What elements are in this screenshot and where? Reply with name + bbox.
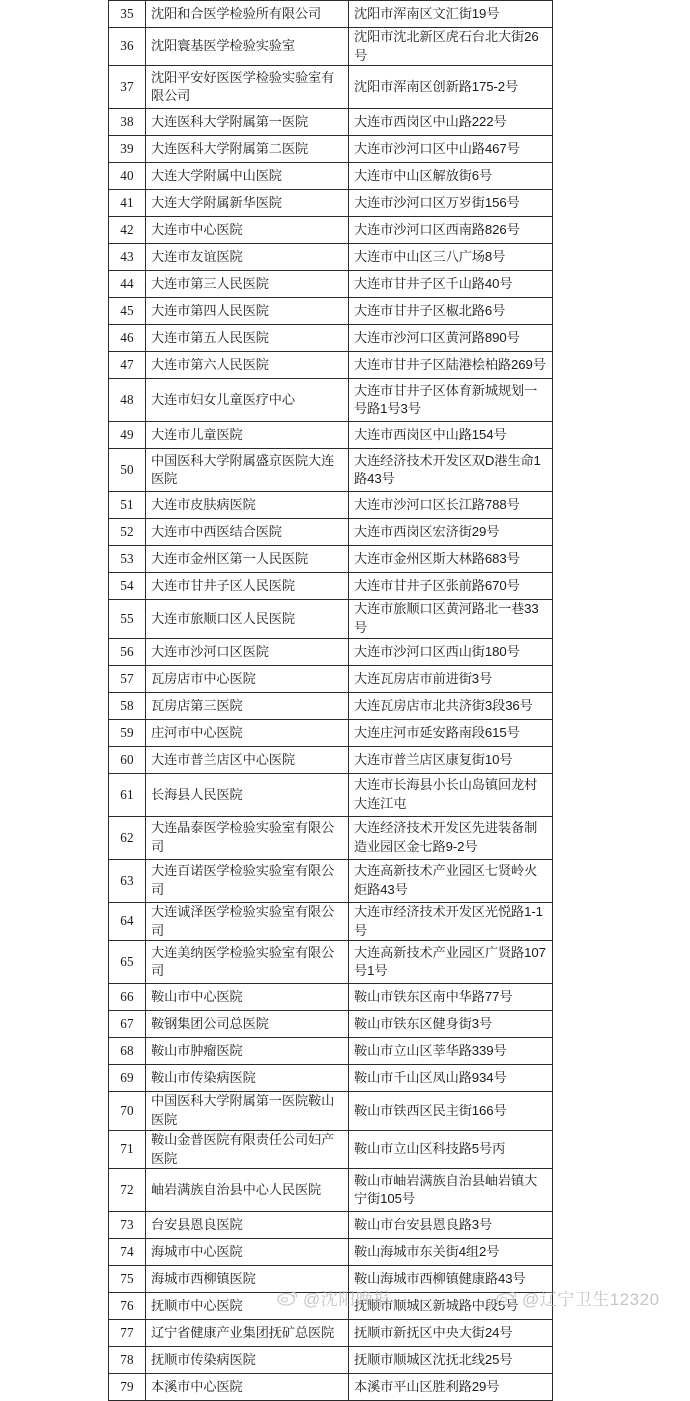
row-index-cell: 39 xyxy=(109,136,146,163)
row-index-cell: 38 xyxy=(109,109,146,136)
row-index-cell: 77 xyxy=(109,1320,146,1347)
institution-address-cell: 鞍山市千山区凤山路934号 xyxy=(349,1065,553,1092)
institution-address-cell: 大连庄河市延安路南段615号 xyxy=(349,719,553,746)
table-row xyxy=(109,638,553,665)
institution-name-cell: 大连诚泽医学检验实验室有限公司 xyxy=(146,902,349,940)
table-row xyxy=(109,1065,553,1092)
institution-name-cell: 辽宁省健康产业集团抚矿总医院 xyxy=(146,1320,349,1347)
institution-name-cell: 大连医科大学附属第一医院 xyxy=(146,109,349,136)
table-row xyxy=(109,573,553,600)
table-row xyxy=(109,546,553,573)
institution-address-cell: 大连市中山区解放街6号 xyxy=(349,163,553,190)
row-index-cell: 57 xyxy=(109,665,146,692)
table-row xyxy=(109,271,553,298)
institution-name-cell: 大连市第四人民医院 xyxy=(146,298,349,325)
institution-address-cell: 鞍山海城市东关街4组2号 xyxy=(349,1239,553,1266)
table-row xyxy=(109,941,553,984)
institution-name-cell: 大连市妇女儿童医疗中心 xyxy=(146,379,349,422)
table-row xyxy=(109,746,553,773)
row-index-cell: 36 xyxy=(109,28,146,66)
table-row xyxy=(109,816,553,859)
institution-name-cell: 抚顺市中心医院 xyxy=(146,1293,349,1320)
institution-name-cell: 大连大学附属中山医院 xyxy=(146,163,349,190)
row-index-cell: 78 xyxy=(109,1347,146,1374)
table-row xyxy=(109,1212,553,1239)
institution-name-cell: 大连市甘井子区人民医院 xyxy=(146,573,349,600)
table-row xyxy=(109,1374,553,1401)
institution-address-cell: 大连市沙河口区西山街180号 xyxy=(349,638,553,665)
institution-address-cell: 大连市西岗区中山路154号 xyxy=(349,422,553,449)
institution-name-cell: 大连市中心医院 xyxy=(146,217,349,244)
row-index-cell: 60 xyxy=(109,746,146,773)
institution-address-cell: 大连市沙河口区万岁街156号 xyxy=(349,190,553,217)
institution-name-cell: 瓦房店第三医院 xyxy=(146,692,349,719)
institution-name-cell: 大连市皮肤病医院 xyxy=(146,492,349,519)
institution-address-cell: 鞍山市铁东区健身街3号 xyxy=(349,1011,553,1038)
table-row xyxy=(109,600,553,638)
table-row xyxy=(109,773,553,816)
institution-address-cell: 大连经济技术开发区双D港生命1路43号 xyxy=(349,449,553,492)
institution-name-cell: 鞍山金普医院有限责任公司妇产医院 xyxy=(146,1130,349,1168)
table-body xyxy=(109,1,553,1401)
row-index-cell: 66 xyxy=(109,984,146,1011)
institution-name-cell: 中国医科大学附属盛京医院大连医院 xyxy=(146,449,349,492)
institution-name-cell: 岫岩满族自治县中心人民医院 xyxy=(146,1169,349,1212)
row-index-cell: 48 xyxy=(109,379,146,422)
institution-name-cell: 沈阳平安好医医学检验实验室有限公司 xyxy=(146,66,349,109)
institution-address-cell: 沈阳市浑南区创新路175-2号 xyxy=(349,66,553,109)
table-row xyxy=(109,1011,553,1038)
institution-address-cell: 大连经济技术开发区先进装备制造业园区金七路9-2号 xyxy=(349,816,553,859)
row-index-cell: 44 xyxy=(109,271,146,298)
watermark-right-label: @辽宁卫生12320 xyxy=(522,1290,660,1309)
institution-name-cell: 大连市友谊医院 xyxy=(146,244,349,271)
row-index-cell: 53 xyxy=(109,546,146,573)
row-index-cell: 61 xyxy=(109,773,146,816)
institution-name-cell: 大连市儿童医院 xyxy=(146,422,349,449)
table-row xyxy=(109,379,553,422)
row-index-cell: 65 xyxy=(109,941,146,984)
institution-address-cell: 大连市甘井子区椒北路6号 xyxy=(349,298,553,325)
table-row xyxy=(109,519,553,546)
table-row xyxy=(109,66,553,109)
table-row xyxy=(109,1130,553,1168)
institution-address-cell: 沈阳市浑南区文汇街19号 xyxy=(349,1,553,28)
table-row xyxy=(109,449,553,492)
institution-address-cell: 大连市沙河口区西南路826号 xyxy=(349,217,553,244)
row-index-cell: 67 xyxy=(109,1011,146,1038)
institution-name-cell: 瓦房店市中心医院 xyxy=(146,665,349,692)
table-row xyxy=(109,719,553,746)
institution-name-cell: 大连百诺医学检验实验室有限公司 xyxy=(146,859,349,902)
institution-address-cell: 鞍山市台安县恩良路3号 xyxy=(349,1212,553,1239)
institution-name-cell: 大连市金州区第一人民医院 xyxy=(146,546,349,573)
institution-address-cell: 大连瓦房店市前进街3号 xyxy=(349,665,553,692)
institution-address-cell: 大连高新技术产业园区七贤岭火炬路43号 xyxy=(349,859,553,902)
row-index-cell: 43 xyxy=(109,244,146,271)
table-row xyxy=(109,1266,553,1293)
table-row xyxy=(109,298,553,325)
institution-address-cell: 大连市金州区斯大林路683号 xyxy=(349,546,553,573)
institution-address-cell: 大连市长海县小长山岛镇回龙村大连江屯 xyxy=(349,773,553,816)
institution-name-cell: 大连大学附属新华医院 xyxy=(146,190,349,217)
row-index-cell: 62 xyxy=(109,816,146,859)
table-row xyxy=(109,1293,553,1320)
row-index-cell: 42 xyxy=(109,217,146,244)
institution-name-cell: 大连市沙河口区医院 xyxy=(146,638,349,665)
table-row xyxy=(109,902,553,940)
row-index-cell: 45 xyxy=(109,298,146,325)
table-row xyxy=(109,692,553,719)
institution-name-cell: 本溪市中心医院 xyxy=(146,1374,349,1401)
institution-address-cell: 沈阳市沈北新区虎石台北大街26号 xyxy=(349,28,553,66)
row-index-cell: 76 xyxy=(109,1293,146,1320)
institution-address-cell: 鞍山市铁东区南中华路77号 xyxy=(349,984,553,1011)
row-index-cell: 71 xyxy=(109,1130,146,1168)
institution-name-cell: 鞍钢集团公司总医院 xyxy=(146,1011,349,1038)
institution-name-cell: 抚顺市传染病医院 xyxy=(146,1347,349,1374)
institution-address-cell: 本溪市平山区胜利路29号 xyxy=(349,1374,553,1401)
institution-name-cell: 中国医科大学附属第一医院鞍山医院 xyxy=(146,1092,349,1130)
table-row xyxy=(109,109,553,136)
table-row xyxy=(109,1320,553,1347)
institution-address-cell: 大连市甘井子区张前路670号 xyxy=(349,573,553,600)
row-index-cell: 72 xyxy=(109,1169,146,1212)
row-index-cell: 46 xyxy=(109,325,146,352)
institution-address-cell: 大连市旅顺口区黄河路北一巷33号 xyxy=(349,600,553,638)
table-row xyxy=(109,1092,553,1130)
row-index-cell: 50 xyxy=(109,449,146,492)
table-row xyxy=(109,859,553,902)
row-index-cell: 52 xyxy=(109,519,146,546)
institution-address-cell: 大连市沙河口区黄河路890号 xyxy=(349,325,553,352)
institution-address-cell: 大连市甘井子区陆港桧柏路269号 xyxy=(349,352,553,379)
institution-name-cell: 大连市第三人民医院 xyxy=(146,271,349,298)
institution-name-cell: 鞍山市传染病医院 xyxy=(146,1065,349,1092)
institution-name-cell: 海城市西柳镇医院 xyxy=(146,1266,349,1293)
table-row xyxy=(109,352,553,379)
table-row xyxy=(109,1038,553,1065)
institution-address-cell: 大连瓦房店市北共济街3段36号 xyxy=(349,692,553,719)
row-index-cell: 64 xyxy=(109,902,146,940)
table-row xyxy=(109,163,553,190)
row-index-cell: 55 xyxy=(109,600,146,638)
institution-name-cell: 鞍山市肿瘤医院 xyxy=(146,1038,349,1065)
institution-address-cell: 抚顺市顺城区沈抚北线25号 xyxy=(349,1347,553,1374)
institution-name-cell: 庄河市中心医院 xyxy=(146,719,349,746)
institution-address-cell: 大连市西岗区中山路222号 xyxy=(349,109,553,136)
institution-name-cell: 海城市中心医院 xyxy=(146,1239,349,1266)
row-index-cell: 41 xyxy=(109,190,146,217)
institution-name-cell: 鞍山市中心医院 xyxy=(146,984,349,1011)
table-row xyxy=(109,190,553,217)
table-row xyxy=(109,325,553,352)
row-index-cell: 73 xyxy=(109,1212,146,1239)
row-index-cell: 51 xyxy=(109,492,146,519)
institution-address-cell: 大连市沙河口区长江路788号 xyxy=(349,492,553,519)
institution-name-cell: 大连市旅顺口区人民医院 xyxy=(146,600,349,638)
institution-name-cell: 大连医科大学附属第二医院 xyxy=(146,136,349,163)
institution-name-cell: 沈阳寰基医学检验实验室 xyxy=(146,28,349,66)
table-row xyxy=(109,984,553,1011)
row-index-cell: 54 xyxy=(109,573,146,600)
institution-name-cell: 大连市中西医结合医院 xyxy=(146,519,349,546)
institution-address-cell: 大连高新技术产业园区广贤路107号1号 xyxy=(349,941,553,984)
institution-name-cell: 大连市普兰店区中心医院 xyxy=(146,746,349,773)
row-index-cell: 49 xyxy=(109,422,146,449)
institution-address-cell: 大连市西岗区宏济街29号 xyxy=(349,519,553,546)
table-row xyxy=(109,1169,553,1212)
table-row xyxy=(109,244,553,271)
institution-address-cell: 大连市甘井子区千山路40号 xyxy=(349,271,553,298)
institution-address-cell: 大连市中山区三八广场8号 xyxy=(349,244,553,271)
institution-name-cell: 长海县人民医院 xyxy=(146,773,349,816)
institution-address-cell: 鞍山市铁西区民主街166号 xyxy=(349,1092,553,1130)
row-index-cell: 79 xyxy=(109,1374,146,1401)
table-row xyxy=(109,1,553,28)
row-index-cell: 40 xyxy=(109,163,146,190)
table-row xyxy=(109,136,553,163)
row-index-cell: 35 xyxy=(109,1,146,28)
row-index-cell: 47 xyxy=(109,352,146,379)
institution-address-cell: 鞍山市立山区科技路5号丙 xyxy=(349,1130,553,1168)
table-row xyxy=(109,1347,553,1374)
table-row xyxy=(109,217,553,244)
institution-address-cell: 大连市沙河口区中山路467号 xyxy=(349,136,553,163)
table-row xyxy=(109,422,553,449)
institution-name-cell: 大连美纳医学检验实验室有限公司 xyxy=(146,941,349,984)
institution-address-cell: 大连市甘井子区体育新城规划一号路1号3号 xyxy=(349,379,553,422)
institution-name-cell: 沈阳和合医学检验所有限公司 xyxy=(146,1,349,28)
table-row xyxy=(109,665,553,692)
institution-address-cell: 鞍山市岫岩满族自治县岫岩镇大宁街105号 xyxy=(349,1169,553,1212)
institution-address-cell: 鞍山市立山区莘华路339号 xyxy=(349,1038,553,1065)
institution-table-wrapper xyxy=(108,0,552,1401)
watermark-left-label: @沈阳晚报 xyxy=(303,1290,391,1309)
table-row xyxy=(109,28,553,66)
row-index-cell: 37 xyxy=(109,66,146,109)
institution-address-cell: 抚顺市新抚区中央大街24号 xyxy=(349,1320,553,1347)
institution-address-cell: 大连市普兰店区康复街10号 xyxy=(349,746,553,773)
row-index-cell: 70 xyxy=(109,1092,146,1130)
table-row xyxy=(109,492,553,519)
row-index-cell: 56 xyxy=(109,638,146,665)
row-index-cell: 59 xyxy=(109,719,146,746)
row-index-cell: 63 xyxy=(109,859,146,902)
institution-name-cell: 台安县恩良医院 xyxy=(146,1212,349,1239)
row-index-cell: 68 xyxy=(109,1038,146,1065)
institution-name-cell: 大连市第五人民医院 xyxy=(146,325,349,352)
institution-table xyxy=(108,0,553,1401)
table-row xyxy=(109,1239,553,1266)
institution-address-cell: 大连市经济技术开发区光悦路1-1号 xyxy=(349,902,553,940)
row-index-cell: 74 xyxy=(109,1239,146,1266)
row-index-cell: 58 xyxy=(109,692,146,719)
institution-address-cell: 抚顺市顺城区新城路中段5号 xyxy=(349,1293,553,1320)
row-index-cell: 75 xyxy=(109,1266,146,1293)
institution-name-cell: 大连晶泰医学检验实验室有限公司 xyxy=(146,816,349,859)
row-index-cell: 69 xyxy=(109,1065,146,1092)
institution-name-cell: 大连市第六人民医院 xyxy=(146,352,349,379)
institution-address-cell: 鞍山海城市西柳镇健康路43号 xyxy=(349,1266,553,1293)
